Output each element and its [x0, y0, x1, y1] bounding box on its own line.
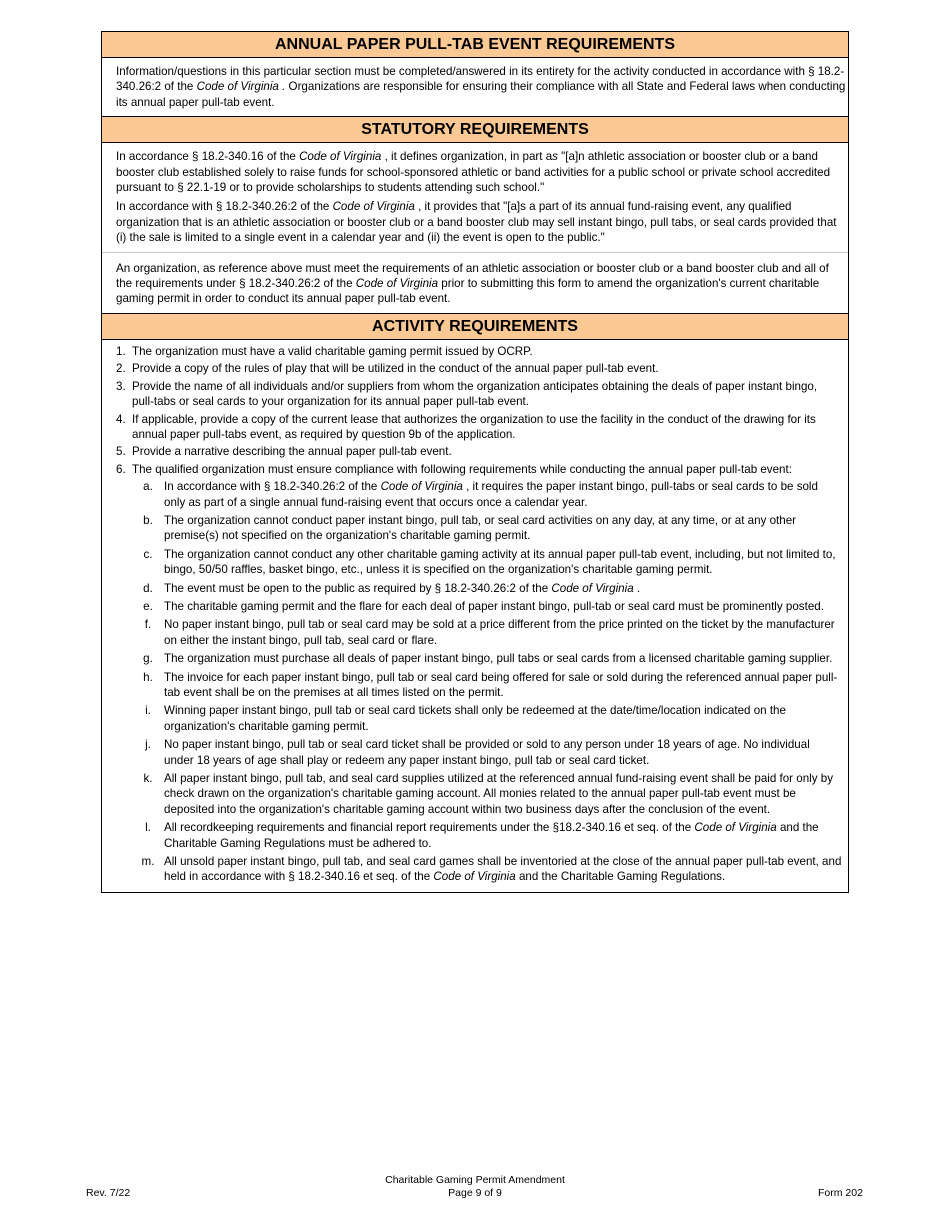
footer-center [325, 1174, 625, 1199]
sub-list-item: e. The charitable gaming permit and the flare for each deal of paper instant bingo, pull-tab or seal card must be prominently posted. [143, 599, 824, 613]
list-item: 1. The organization must have a valid charitable gaming permit issued by OCRP. [116, 344, 533, 358]
sub-list-item: a. In accordance with § 18.2-340.26:2 of the Code of Virginia , it requires the paper instant bingo, pull-tabs or seal cards to be sold only as part of a single annual fund-raising event that occurs once a calendar year. [143, 480, 818, 509]
sub-list-item: b. The organization cannot conduct paper instant bingo, pull tab, or seal card activities on any day, at any time, or at any other premise(s) not specified on the organization's charitable gaming permit. [143, 513, 797, 543]
annual-intro-paragraph: Information/questions in this particular section must be completed/answered in its entirety for the activity conducted in accordance with § 18.2-340.26:2 of the Code of Virginia . Organizations are responsible for ensuring their compliance with all State and Federal laws when conducting its annual paper pull-tab event. [116, 65, 846, 109]
sub-list-item: d. The event must be open to the public as required by § 18.2-340.26:2 of the Code of Virginia . [143, 581, 641, 595]
sub-list-item: l. All recordkeeping requirements and financial report requirements under the §18.2-340.16 et seq. of the Code of Virginia and the Charitable Gaming Regulations must be adhered to. [145, 821, 819, 850]
activity-requirements-list [102, 340, 848, 892]
sub-list-item: j. No paper instant bingo, pull tab or seal card ticket shall be provided or sold to any person under 18 years of age. No individual under 18 years of age shall play or redeem any paper instant bingo, pull tab or seal card ticket. [145, 738, 810, 767]
sub-list-item: f. No paper instant bingo, pull tab or seal card may be sold at a price different from the price printed on the ticket by the manufacturer on either the instant bingo, pull tab, seal card or flare. [144, 618, 835, 647]
sub-list-item: k. All paper instant bingo, pull tab, and seal card supplies utilized at the referenced annual fund-raising event shall be paid for only by check drawn on the organization's charitable gaming account. All monies related to the annual paper pull-tab event must be deposited into the organization's charitable gaming account within two business days after the conclusion of the event. [143, 772, 833, 816]
statutory-paragraphs [102, 143, 848, 252]
list-item: 2. Provide a copy of the rules of play that will be utilized in the conduct of the annual paper pull-tab event. [116, 362, 659, 376]
activity-section-header: ACTIVITY REQUIREMENTS [102, 313, 848, 340]
list-item: 5. Provide a narrative describing the annual paper pull-tab event. [116, 445, 452, 459]
sub-list-item: i. Winning paper instant bingo, pull tab or seal card tickets shall only be redeemed at the date/time/location indicated on the organization's charitable gaming permit. [145, 704, 786, 733]
annual-section-header: ANNUAL PAPER PULL-TAB EVENT REQUIREMENTS [102, 32, 848, 58]
form-number: Form 202 [818, 1187, 863, 1199]
sub-list-item: c. The organization cannot conduct any other charitable gaming activity at its annual paper pull-tab event, including, but not limited to, bingo, 50/50 raffles, basket bingo, etc., unless it is specified on the organization's charitable gaming permit. [143, 547, 836, 577]
statutory-section-header: STATUTORY REQUIREMENTS [102, 116, 848, 143]
page-number: Page 9 of 9 [448, 1186, 502, 1199]
list-item: 3. Provide the name of all individuals and/or suppliers from whom the organization anticipates obtaining the deals of paper instant bingo, pull-tabs or seal cards to your organization for its annual paper pull-tab event. [116, 379, 818, 409]
form-title: Charitable Gaming Permit Amendment [385, 1174, 565, 1186]
revision-label: Rev. 7/22 [86, 1187, 131, 1199]
statutory-paragraph-1: In accordance § 18.2-340.16 of the Code of Virginia , it defines organization, in part as "[a]n athletic association or booster club or a band booster club established solely to raise funds for school-sponsored athletic or band activities for a public school or private school accredited pursuant to § 22.1-19 or to provide scholarships to students attending such school." [116, 150, 831, 195]
sub-list-item: m. All unsold paper instant bingo, pull tab, and seal card games shall be inventoried at the close of the annual paper pull-tab event, and held in accordance with § 18.2-340.16 et seq. of the Code of Virginia and the Charitable Gaming Regulations. [141, 855, 842, 884]
sub-list-item: g. The organization must purchase all deals of paper instant bingo, pull tabs or seal cards from a licensed charitable gaming supplier. [143, 652, 833, 666]
requirements-form [101, 31, 849, 893]
list-item: 6. The qualified organization must ensure compliance with following requirements while conducting the annual paper pull-tab event: [116, 462, 792, 476]
statutory-paragraph-2: In accordance with § 18.2-340.26:2 of the Code of Virginia , it provides that "[a]s a part of its annual fund-raising event, any qualified organization that is an athletic association or booster club or a band booster club may sell instant bingo, pull tabs, or seal cards provided that (i) the sale is limited to a single event in a calendar year and (ii) the event is open to the public." [116, 200, 837, 245]
organization-paragraph: An organization, as reference above must meet the requirements of an athletic association or booster club or a band booster club and all of the requirements under § 18.2-340.26:2 of the Code of Virginia prior to submitting this form to amend the organization's current charitable gaming permit in order to conduct its annual paper pull-tab event. [116, 261, 829, 306]
sub-list-item: h. The invoice for each paper instant bingo, pull tab or seal card being offered for sale or sold during the referenced annual paper pull-tab event shall be on the premises at all times listed on the permit. [143, 670, 838, 699]
list-item: 4. If applicable, provide a copy of the current lease that authorizes the organization to use the facility in the conduct of the drawing for its annual paper pull-tabs event, as required by question 9b of the application. [116, 412, 816, 441]
